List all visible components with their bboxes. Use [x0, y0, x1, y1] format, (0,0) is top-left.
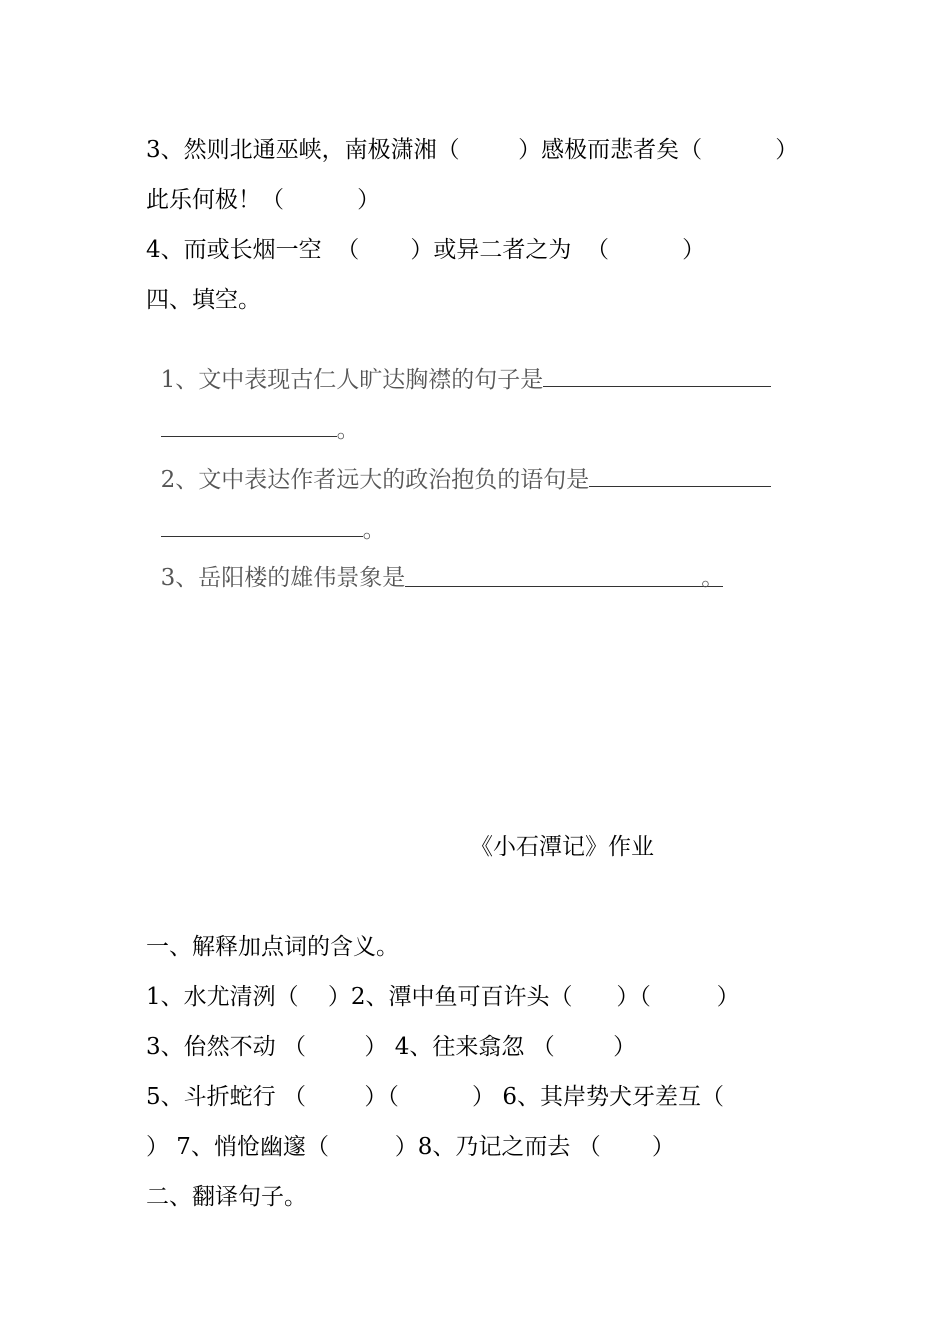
answer-blank-1b[interactable] [161, 414, 337, 437]
part1-line-3: 4、而或长烟一空 （ ）或异二者之为 （ ） [146, 237, 706, 263]
question-2-text: 2、文中表达作者远大的政治抱负的语句是 [160, 467, 590, 493]
question-3-end: 。 [701, 565, 725, 591]
question-1-text: 1、文中表现古仁人旷达胸襟的句子是 [160, 367, 544, 393]
fill-question-3 [146, 536, 723, 592]
section-heading-translate: 二、翻译句子。 [146, 1184, 307, 1210]
explain-row-2: 3、佁然不动 （ ） 4、往来翕忽 （ ） [146, 1034, 637, 1060]
answer-blank-2a[interactable] [589, 464, 771, 487]
explain-row-4: ） 7、悄怆幽邃（ ）8、乃记之而去 （ ） [146, 1134, 675, 1160]
answer-blank-2b[interactable] [161, 514, 363, 537]
explain-row-3: 5、斗折蛇行 （ ）（ ） 6、其岸势犬牙差互（ [146, 1084, 724, 1110]
section-heading-fill-blank: 四、填空。 [146, 287, 261, 313]
answer-blank-3[interactable] [405, 564, 725, 591]
explain-row-1: 1、水尤清洌（ ）2、潭中鱼可百许头（ ）（ ） [146, 984, 740, 1010]
part1-line-1: 3、然则北通巫峡，南极潇湘（ ）感极而悲者矣（ ） [146, 137, 799, 163]
question-2-end: 。 [362, 517, 386, 543]
page-title: 《小石潭记》作业 [470, 834, 654, 860]
question-1-end: 。 [336, 417, 360, 443]
section-heading-explain-words: 一、解释加点词的含义。 [146, 934, 399, 960]
answer-blank-1a[interactable] [543, 364, 771, 387]
question-3-text: 3、岳阳楼的雄伟景象是 [160, 565, 406, 591]
part1-line-2: 此乐何极！（ ） [146, 187, 381, 213]
